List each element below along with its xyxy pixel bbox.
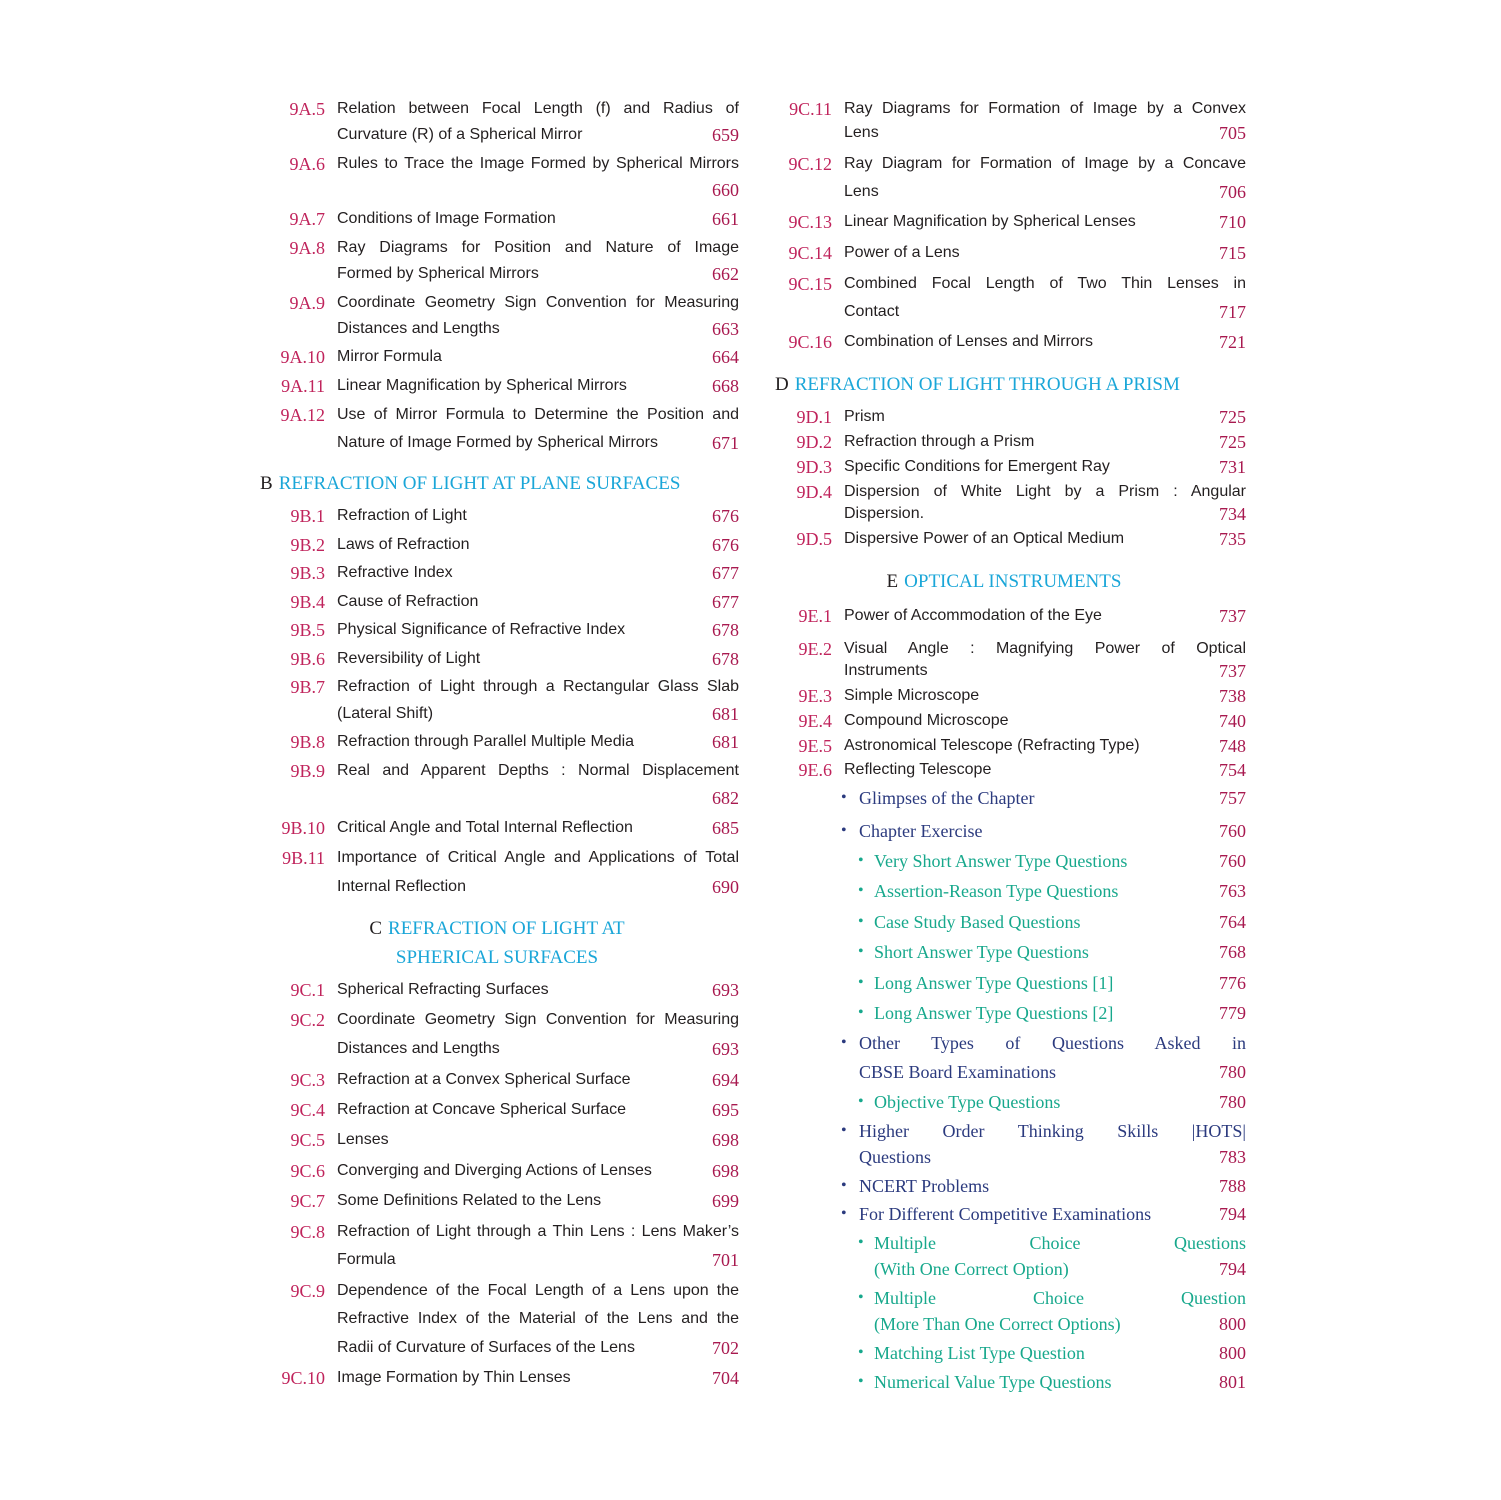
topic-code: 9C.1 [290, 980, 325, 1000]
toc-entry-text: (With One Correct Option) [874, 1259, 1069, 1279]
topic-code: 9E.6 [798, 760, 832, 780]
topic-code: 9C.11 [789, 99, 832, 119]
toc-entry-text: Refractive Index of the Material of the Lens and the [337, 1310, 739, 1327]
toc-entry-text: Case Study Based Questions [874, 912, 1081, 932]
toc-entry-text: Refraction of Light through a Thin Lens : Lens Maker’s [337, 1223, 739, 1240]
toc-entry-text: Short Answer Type Questions [874, 942, 1089, 962]
bullet-icon: • [858, 1004, 864, 1021]
toc-entry-text: Refraction at Concave Spherical Surface [337, 1101, 627, 1118]
topic-code: 9D.2 [796, 432, 832, 452]
page-number: 698 [712, 1130, 739, 1150]
page-number: 662 [712, 264, 739, 284]
page-number: 664 [712, 347, 739, 367]
toc-entry-text: Instruments [844, 662, 928, 679]
bullet-icon: • [841, 1034, 847, 1051]
page-number: 764 [1219, 912, 1246, 932]
toc-entry-text: Linear Magnification by Spherical Lenses [844, 213, 1136, 230]
topic-code: 9A.11 [281, 376, 325, 396]
page-number: 659 [712, 125, 739, 145]
page-number: 682 [712, 788, 739, 808]
toc-entry-text: Real and Apparent Depths : Normal Displacement [337, 762, 739, 779]
page-number: 737 [1219, 661, 1246, 681]
page-number: 754 [1219, 760, 1246, 780]
bullet-icon: • [858, 882, 864, 899]
page-number: 677 [712, 592, 739, 612]
topic-code: 9B.5 [290, 620, 325, 640]
toc-entry-text: Astronomical Telescope (Refracting Type) [844, 737, 1140, 754]
page-number: 693 [712, 980, 739, 1000]
page-number: 740 [1219, 711, 1246, 731]
toc-entry-text: Nature of Image Formed by Spherical Mirrors [337, 434, 658, 451]
topic-code: 9C.15 [788, 274, 832, 294]
topic-code: 9C.2 [290, 1010, 325, 1030]
topic-code: 9B.11 [282, 848, 325, 868]
toc-entry-text: Lens [844, 183, 879, 200]
bullet-icon: • [841, 822, 847, 839]
section-title: OPTICAL INSTRUMENTS [904, 571, 1122, 592]
toc-entry-text: Physical Significance of Refractive Index [337, 621, 626, 638]
section-letter: B [260, 473, 273, 494]
toc-entry-text: Converging and Diverging Actions of Lenses [337, 1162, 652, 1179]
topic-code: 9C.10 [281, 1368, 325, 1388]
toc-entry-text: Multiple Choice Question [874, 1288, 1246, 1308]
toc-entry-text: Coordinate Geometry Sign Convention for Measuring [337, 294, 739, 311]
toc-entry-text: Contact [844, 303, 900, 320]
toc-entry-text: NCERT Problems [859, 1176, 990, 1196]
page-number: 710 [1219, 212, 1246, 232]
bullet-icon: • [858, 1344, 864, 1361]
toc-entry-text: CBSE Board Examinations [859, 1062, 1056, 1082]
toc-entry-text: Internal Reflection [337, 878, 466, 895]
toc-entry-text: Visual Angle : Magnifying Power of Optical [844, 640, 1246, 657]
toc-entry-text: Conditions of Image Formation [337, 210, 556, 227]
topic-code: 9B.4 [290, 592, 325, 612]
toc-entry-text: Relation between Focal Length (f) and Radius of [337, 100, 739, 117]
topic-code: 9C.12 [788, 154, 832, 174]
section-heading [260, 472, 680, 496]
page-number: 794 [1219, 1204, 1246, 1224]
topic-code: 9A.12 [280, 405, 325, 425]
toc-entry-text: Some Definitions Related to the Lens [337, 1192, 602, 1209]
page-number: 725 [1219, 407, 1246, 427]
topic-code: 9D.4 [796, 482, 832, 502]
section-heading [396, 946, 598, 970]
page-number: 794 [1219, 1259, 1246, 1279]
toc-entry-text: Use of Mirror Formula to Determine the Position and [337, 406, 739, 423]
topic-code: 9A.9 [289, 293, 325, 313]
toc-entry-text: Assertion-Reason Type Questions [874, 881, 1119, 901]
topic-code: 9C.7 [290, 1191, 325, 1211]
page-number: 681 [712, 704, 739, 724]
topic-code: 9C.6 [290, 1161, 325, 1181]
page-number: 668 [712, 376, 739, 396]
topic-code: 9E.4 [798, 711, 832, 731]
page-number: 731 [1219, 457, 1246, 477]
toc-entry-text: Power of Accommodation of the Eye [844, 607, 1102, 624]
page-number: 663 [712, 319, 739, 339]
toc-entry-text: For Different Competitive Examinations [859, 1204, 1152, 1224]
page-number: 783 [1219, 1147, 1246, 1167]
bullet-icon: • [858, 1289, 864, 1306]
bullet-icon: • [858, 1093, 864, 1110]
toc-entry-text: (Lateral Shift) [337, 705, 434, 722]
toc-entry-text: Long Answer Type Questions [1] [874, 973, 1114, 993]
topic-code: 9A.10 [280, 347, 325, 367]
page-number: 676 [712, 535, 739, 555]
toc-entry-text: Prism [844, 408, 885, 425]
toc-entry-text: Formula [337, 1251, 396, 1268]
page-number: 760 [1219, 851, 1246, 871]
page-number: 705 [1219, 123, 1246, 143]
toc-entry-text: (More Than One Correct Options) [874, 1314, 1121, 1334]
section-letter: D [775, 374, 789, 395]
page-number: 702 [712, 1338, 739, 1358]
toc-entry-text: Rules to Trace the Image Formed by Spherical Mirrors [337, 155, 739, 172]
topic-code: 9B.2 [290, 535, 325, 555]
page-number: 698 [712, 1161, 739, 1181]
bullet-icon: • [858, 913, 864, 930]
page-number: 695 [712, 1100, 739, 1120]
page-number: 685 [712, 818, 739, 838]
section-title: SPHERICAL SURFACES [395, 947, 599, 968]
page-number: 717 [1219, 302, 1246, 322]
topic-code: 9A.7 [289, 209, 325, 229]
topic-code: 9E.3 [798, 686, 832, 706]
toc-entry-text: Ray Diagram for Formation of Image by a Concave [844, 155, 1246, 172]
toc-entry-text: Refraction of Light [337, 507, 467, 524]
toc-entry-text: Refractive Index [337, 564, 453, 581]
topic-code: 9C.14 [788, 243, 832, 263]
toc-entry-text: Distances and Lengths [337, 320, 500, 337]
toc-entry-text: Specific Conditions for Emergent Ray [844, 458, 1110, 475]
page-number: 693 [712, 1039, 739, 1059]
toc-entry-text: Lenses [337, 1131, 389, 1148]
page-number: 801 [1219, 1372, 1246, 1392]
section-letter: E [886, 571, 899, 592]
bullet-icon: • [858, 852, 864, 869]
toc-entry-text: Critical Angle and Total Internal Reflection [337, 819, 633, 836]
topic-code: 9D.1 [796, 407, 832, 427]
page-number: 760 [1219, 821, 1246, 841]
toc-entry-text: Reflecting Telescope [844, 761, 992, 778]
topic-code: 9D.3 [796, 457, 832, 477]
section-title: REFRACTION OF LIGHT AT PLANE SURFACES [278, 473, 681, 494]
section-title: REFRACTION OF LIGHT AT [388, 918, 625, 939]
bullet-icon: • [841, 1177, 847, 1194]
topic-code: 9C.9 [290, 1281, 325, 1301]
topic-code: 9A.6 [289, 154, 325, 174]
toc-entry-text: Lens [844, 124, 879, 141]
page-number: 748 [1219, 736, 1246, 756]
page-number: 706 [1219, 182, 1246, 202]
page-number: 780 [1219, 1092, 1246, 1112]
toc-entry-text: Linear Magnification by Spherical Mirrors [337, 377, 627, 394]
bullet-icon: • [858, 943, 864, 960]
toc-entry-text: Objective Type Questions [874, 1092, 1061, 1112]
topic-code: 9C.3 [290, 1070, 325, 1090]
page-number: 737 [1219, 606, 1246, 626]
page-number: 800 [1219, 1314, 1246, 1334]
page-number: 725 [1219, 432, 1246, 452]
toc-entry-text: Dispersive Power of an Optical Medium [844, 530, 1125, 547]
page-number: 768 [1219, 942, 1246, 962]
toc-entry-text: Dispersion of White Light by a Prism : Angular [844, 483, 1246, 500]
section-heading [775, 373, 1180, 397]
topic-code: 9E.2 [798, 639, 832, 659]
toc-entry-text: Simple Microscope [844, 687, 980, 704]
topic-code: 9B.10 [281, 818, 325, 838]
bullet-icon: • [858, 1373, 864, 1390]
toc-entry-text: Dispersion. [844, 505, 925, 522]
topic-code: 9C.4 [290, 1100, 325, 1120]
toc-entry-text: Radii of Curvature of Surfaces of the Lens [337, 1339, 635, 1356]
toc-entry-text: Chapter Exercise [859, 821, 983, 841]
page-number: 681 [712, 732, 739, 752]
topic-code: 9B.6 [290, 649, 325, 669]
toc-entry-text: Image Formation by Thin Lenses [337, 1369, 571, 1386]
page-number: 671 [712, 433, 739, 453]
bullet-icon: • [841, 1122, 847, 1139]
page-number: 704 [712, 1368, 739, 1388]
toc-entry-text: Laws of Refraction [337, 536, 470, 553]
page-number: 701 [712, 1250, 739, 1270]
topic-code: 9E.1 [798, 606, 832, 626]
page-number: 780 [1219, 1062, 1246, 1082]
topic-code: 9A.5 [289, 99, 325, 119]
bullet-icon: • [858, 1234, 864, 1251]
page-number: 678 [712, 649, 739, 669]
toc-entry-text: Dependence of the Focal Length of a Lens upon the [337, 1282, 739, 1299]
page-number: 699 [712, 1191, 739, 1211]
toc-entry-text: Formed by Spherical Mirrors [337, 265, 539, 282]
topic-code: 9B.9 [290, 761, 325, 781]
toc-entry-text: Reversibility of Light [337, 650, 481, 667]
page-number: 678 [712, 620, 739, 640]
toc-entry-text: Importance of Critical Angle and Applications of Total [337, 849, 739, 866]
topic-code: 9C.13 [788, 212, 832, 232]
section-title: REFRACTION OF LIGHT THROUGH A PRISM [794, 374, 1180, 395]
toc-entry-text: Questions [859, 1147, 931, 1167]
topic-code: 9E.5 [798, 736, 832, 756]
toc-entry-text: Long Answer Type Questions [2] [874, 1003, 1114, 1023]
page-number: 677 [712, 563, 739, 583]
topic-code: 9C.5 [290, 1130, 325, 1150]
page-number: 776 [1219, 973, 1246, 993]
toc-entry-text: Refraction through a Prism [844, 433, 1035, 450]
topic-code: 9B.1 [290, 506, 325, 526]
topic-code: 9D.5 [796, 529, 832, 549]
topic-code: 9C.16 [788, 332, 832, 352]
toc-entry-text: Spherical Refracting Surfaces [337, 981, 549, 998]
page-number: 721 [1219, 332, 1246, 352]
toc-entry-text: Other Types of Questions Asked in [859, 1033, 1246, 1053]
page-number: 690 [712, 877, 739, 897]
topic-code: 9B.7 [290, 677, 325, 697]
toc-entry-text: Combination of Lenses and Mirrors [844, 333, 1094, 350]
page-number: 735 [1219, 529, 1246, 549]
bullet-icon: • [841, 1205, 847, 1222]
topic-code: 9B.8 [290, 732, 325, 752]
section-heading [369, 917, 624, 941]
page-number: 800 [1219, 1343, 1246, 1363]
toc-entry-text: Numerical Value Type Questions [874, 1372, 1112, 1392]
section-letter: C [369, 918, 383, 939]
page-number: 779 [1219, 1003, 1246, 1023]
toc-entry-text: Ray Diagrams for Formation of Image by a Convex [844, 100, 1246, 117]
topic-code: 9C.8 [290, 1222, 325, 1242]
page-number: 763 [1219, 881, 1246, 901]
topic-code: 9A.8 [289, 238, 325, 258]
toc-entry-text: Mirror Formula [337, 348, 442, 365]
toc-entry-text: Coordinate Geometry Sign Convention for Measuring [337, 1011, 739, 1028]
page-number: 660 [712, 180, 739, 200]
toc-entry-text: Refraction of Light through a Rectangular Glass Slab [337, 678, 739, 695]
toc-entry-text: Curvature (R) of a Spherical Mirror [337, 126, 583, 143]
page-number: 715 [1219, 243, 1246, 263]
page-number: 788 [1219, 1176, 1246, 1196]
page-number: 694 [712, 1070, 739, 1090]
toc-entry-text: Higher Order Thinking Skills |HOTS| [859, 1121, 1246, 1141]
toc-entry-text: Multiple Choice Questions [874, 1233, 1246, 1253]
toc-entry-text: Glimpses of the Chapter [859, 788, 1035, 808]
toc-entry-text: Refraction at a Convex Spherical Surface [337, 1071, 631, 1088]
page-number: 676 [712, 506, 739, 526]
toc-entry-text: Distances and Lengths [337, 1040, 500, 1057]
toc-entry-text: Ray Diagrams for Position and Nature of Image [337, 239, 739, 256]
topic-code: 9B.3 [290, 563, 325, 583]
bullet-icon: • [858, 974, 864, 991]
bullet-icon: • [841, 789, 847, 806]
toc-entry-text: Matching List Type Question [874, 1343, 1085, 1363]
section-heading [887, 570, 1122, 594]
page-number: 661 [712, 209, 739, 229]
toc-entry-text: Compound Microscope [844, 712, 1009, 729]
page-number: 757 [1219, 788, 1246, 808]
toc-entry-text: Power of a Lens [844, 244, 960, 261]
page-number: 734 [1219, 504, 1246, 524]
page-number: 738 [1219, 686, 1246, 706]
toc-entry-text: Refraction through Parallel Multiple Media [337, 733, 635, 750]
toc-entry-text: Very Short Answer Type Questions [874, 851, 1128, 871]
toc-entry-text: Cause of Refraction [337, 593, 479, 610]
toc-entry-text: Combined Focal Length of Two Thin Lenses in [844, 275, 1246, 292]
